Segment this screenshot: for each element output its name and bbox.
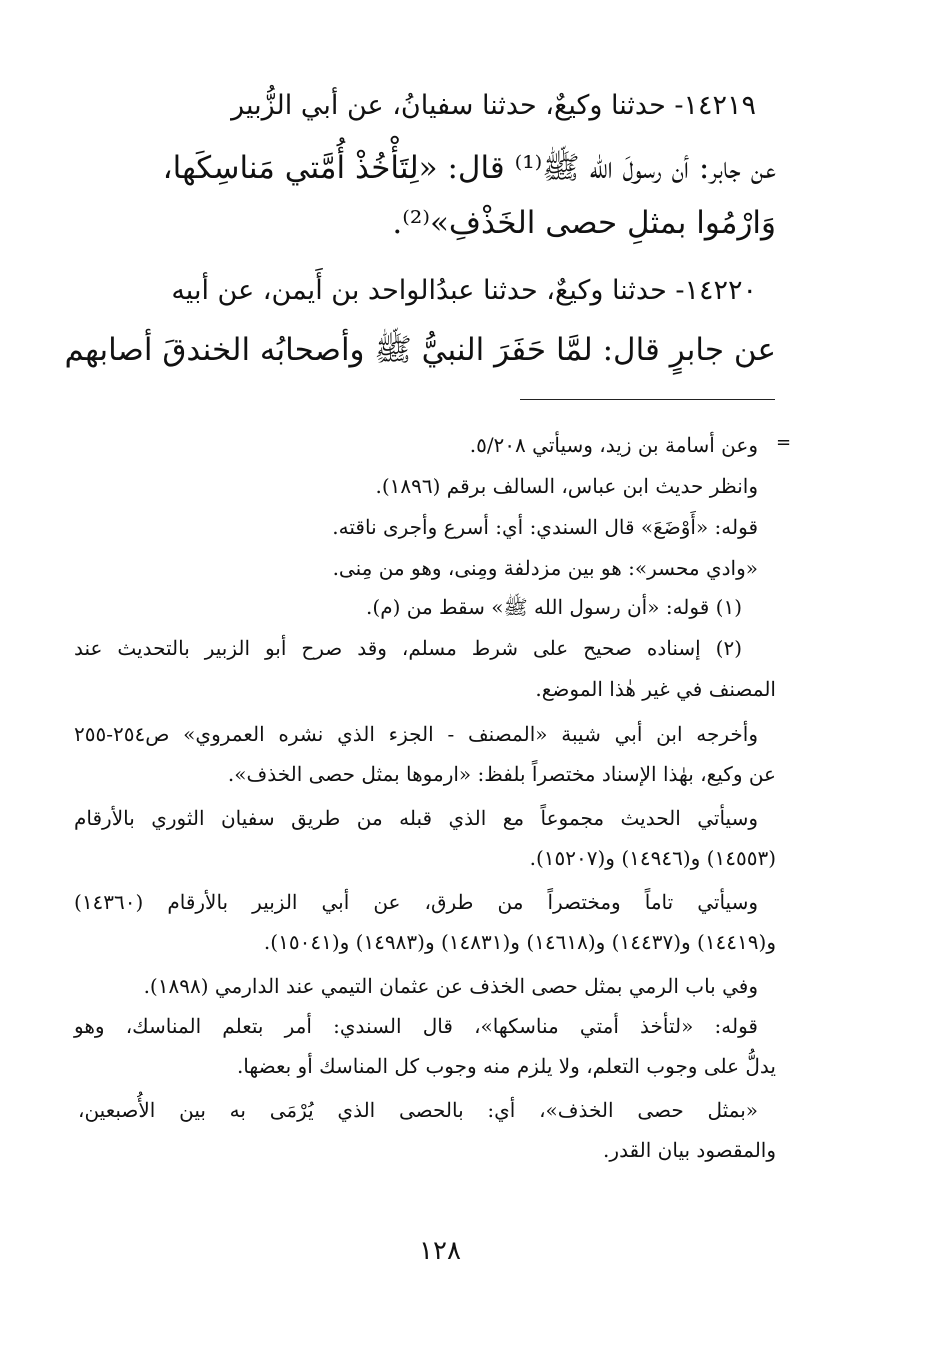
footnote-line: وأخرجه ابن أبي شيبة «المصنف - الجزء الذي نشره العمروي» ص٢٥٤-٢٥٥ <box>74 722 758 746</box>
footnote-line: وفي باب الرمي بمثل حصى الخذف عن عثمان التيمي عند الدارمي (١٨٩٨). <box>143 974 758 998</box>
hadith-14219-line-3: وَارْمُوا بمثلِ حصى الخَذْفِ»⁽²⁾. <box>392 205 776 241</box>
hadith-14219-line-2: عن جابر: أن رسولَ الله ﷺ⁽¹⁾ قال: «لِتَأْخُذْ أُمَّتي مَناسِكَها، <box>162 150 776 186</box>
hadith-14220-line-1: ١٤٢٢٠- حدثنا وكيعٌ، حدثنا عبدُالواحد بن أَيمن، عن أبيه <box>171 275 757 306</box>
hadith-14219-line-1: ١٤٢١٩- حدثنا وكيعٌ، حدثنا سفيانُ، عن أبي الزُّبير <box>231 90 756 121</box>
footnote-line: «وادي محسر»: هو بين مزدلفة ومِنى، وهو من مِنى. <box>332 556 758 580</box>
hadith-14220-line-2: عن جابرٍ قال: لمَّا حَفَرَ النبيُّ ﷺ وأصحابُه الخندقَ أصابهم <box>64 332 776 368</box>
continuation-mark: = <box>776 432 792 453</box>
footnote-line: «بمثل حصى الخذف»، أي: بالحصى الذي يُرْمَى به بين الأُصبعين، <box>78 1098 758 1122</box>
footnote-1: (١) قوله: «أن رسول الله ﷺ» سقط من (م). <box>366 595 742 619</box>
footnote-line: وعن أسامة بن زيد، وسيأتي ٥/٢٠٨. <box>469 433 758 457</box>
footnote-line: وسيأتي تاماً ومختصراً من طرق، عن أبي الزبير بالأرقام (١٤٣٦٠) <box>74 890 758 914</box>
footnote-line: وسيأتي الحديث مجموعاً مع الذي قبله من طريق سفيان الثوري بالأرقام <box>74 806 758 830</box>
footnote-2: (٢) إسناده صحيح على شرط مسلم، وقد صرح أبو الزبير بالتحديث عند <box>74 636 742 660</box>
footnote-line: المصنف في غير هٰذا الموضع. <box>535 677 776 701</box>
footnote-line: قوله: «لتأخذ أمتي مناسكها»، قال السندي: أمر بتعلم المناسك، وهو <box>74 1014 758 1038</box>
footnote-line: عن وكيع، بهٰذا الإسناد مختصراً بلفظ: «ارموها بمثل حصى الخذف». <box>227 762 776 786</box>
page-number: ١٢٨ <box>419 1236 461 1266</box>
footnote-separator <box>520 399 775 400</box>
footnote-line: والمقصود بيان القدر. <box>603 1138 776 1162</box>
footnote-line: وانظر حديث ابن عباس، السالف برقم (١٨٩٦). <box>375 474 758 498</box>
footnote-line: (١٤٥٥٣) و(١٤٩٤٦) و(١٥٢٠٧). <box>529 846 776 870</box>
footnote-line: و(١٤٤١٩) و(١٤٤٣٧) و(١٤٦١٨) و(١٤٨٣١) و(١٤٩٨٣) و(١٥٠٤١). <box>263 930 776 954</box>
footnote-line: يدلُّ على وجوب التعلم، ولا يلزم منه وجوب كل المناسك أو بعضها. <box>236 1054 776 1078</box>
footnote-line: قوله: «أَوْضَعَ» قال السندي: أي: أسرع وأجرى ناقته. <box>332 515 758 539</box>
